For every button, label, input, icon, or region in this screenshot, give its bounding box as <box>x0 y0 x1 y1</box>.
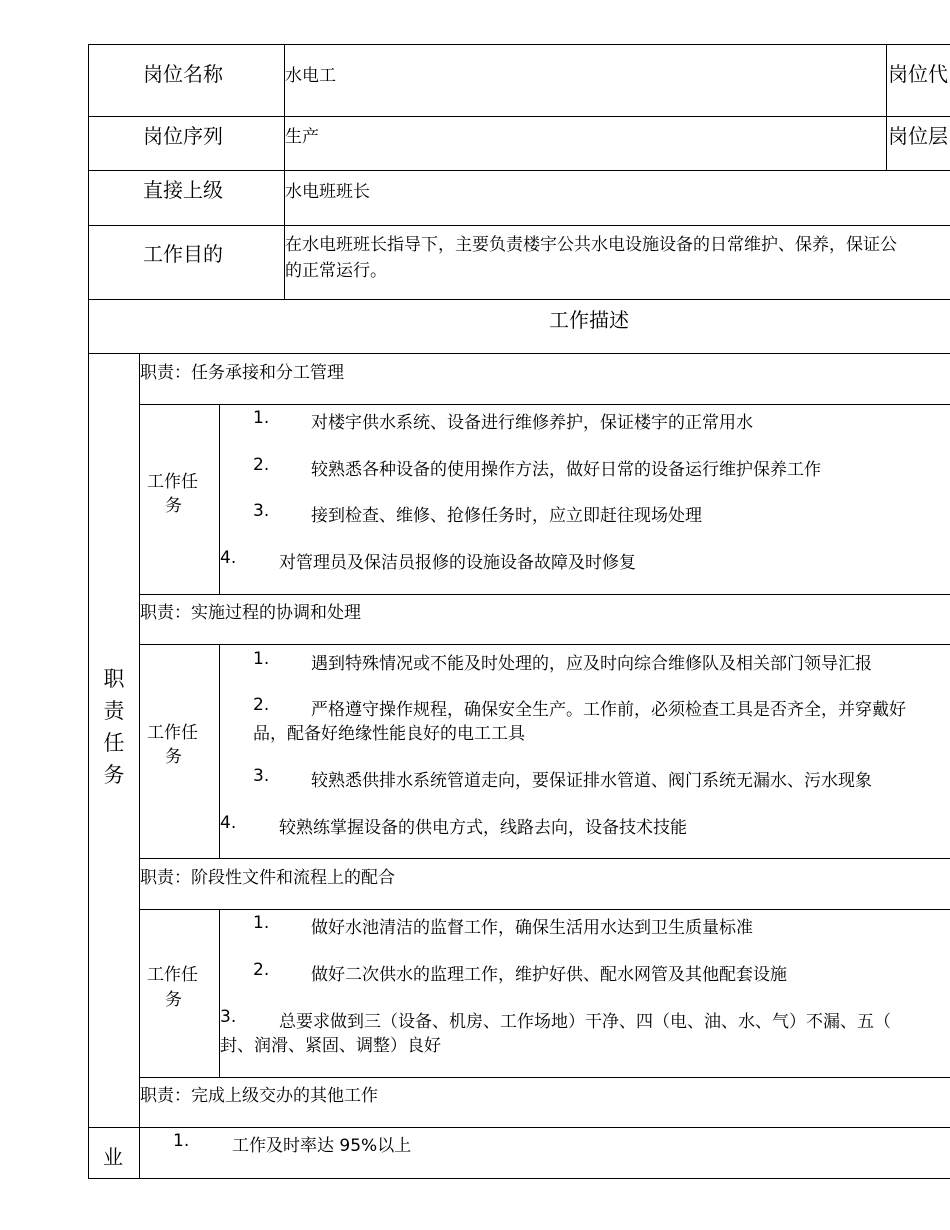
task-label-line1: 工作任 <box>147 723 198 743</box>
task-number: 4. <box>220 813 237 833</box>
direct-superior-label: 直接上级 <box>143 178 223 202</box>
task-number: 1. <box>253 649 270 669</box>
task-text: 较熟练掌握设备的供电方式，线路去向，设备技术技能 <box>279 818 687 838</box>
task-label-line1: 工作任 <box>147 472 198 492</box>
task-text-continued: 封、润滑、紧固、调整）良好 <box>220 1036 441 1056</box>
task-number: 1. <box>253 408 270 428</box>
task-number: 1. <box>253 913 270 933</box>
duty-title: 职责：实施过程的协调和处理 <box>140 603 361 623</box>
duty-title: 职责：任务承接和分工管理 <box>140 363 344 383</box>
performance-item-number: 1. <box>173 1131 190 1151</box>
position-sequence-value: 生产 <box>285 127 319 147</box>
work-purpose-value-line1: 在水电班班长指导下，主要负责楼宇公共水电设施设备的日常维护、保养，保证公 <box>285 235 897 255</box>
task-number: 3. <box>253 766 270 786</box>
work-purpose-label: 工作目的 <box>143 242 223 266</box>
task-number: 3. <box>253 501 270 521</box>
task-text: 严格遵守操作规程，确保安全生产。工作前，必须检查工具是否齐全，并穿戴好 <box>311 700 906 720</box>
performance-label: 业 <box>103 1145 123 1169</box>
task-text: 接到检查、维修、抢修任务时，应立即赶往现场处理 <box>311 506 702 526</box>
position-name-value: 水电工 <box>285 66 336 86</box>
duties-label-char: 务 <box>103 763 125 787</box>
task-text: 较熟悉供排水系统管道走向，要保证排水管道、阀门系统无漏水、污水现象 <box>311 771 872 791</box>
duties-label-char: 责 <box>103 699 125 723</box>
duties-label-char: 职 <box>103 667 125 691</box>
task-text: 较熟悉各种设备的使用操作方法，做好日常的设备运行维护保养工作 <box>311 460 821 480</box>
task-text: 做好水池清洁的监督工作，确保生活用水达到卫生质量标准 <box>311 918 753 938</box>
duties-label-char: 任 <box>103 731 125 755</box>
task-number: 2. <box>253 695 270 715</box>
section-title: 工作描述 <box>549 308 629 332</box>
task-number: 4. <box>220 548 237 568</box>
position-sequence-label: 岗位序列 <box>143 124 223 148</box>
position-name-label: 岗位名称 <box>143 62 223 86</box>
work-purpose-value-line2: 的正常运行。 <box>285 261 387 281</box>
position-code-label: 岗位代 <box>888 62 948 86</box>
task-text: 总要求做到三（设备、机房、工作场地）干净、四（电、油、水、气）不漏、五（ <box>279 1012 891 1032</box>
task-number: 2. <box>253 960 270 980</box>
direct-superior-value: 水电班班长 <box>285 182 370 202</box>
task-number: 3. <box>220 1007 237 1027</box>
duty-title: 职责：完成上级交办的其他工作 <box>140 1086 378 1106</box>
task-label-line2: 务 <box>165 496 182 516</box>
task-text: 做好二次供水的监理工作，维护好供、配水网管及其他配套设施 <box>311 965 787 985</box>
task-text: 遇到特殊情况或不能及时处理的，应及时向综合维修队及相关部门领导汇报 <box>311 654 872 674</box>
task-label-line1: 工作任 <box>147 965 198 985</box>
task-number: 2. <box>253 455 270 475</box>
task-text: 对楼宇供水系统、设备进行维修养护，保证楼宇的正常用水 <box>311 413 753 433</box>
duty-title: 职责：阶段性文件和流程上的配合 <box>140 868 395 888</box>
position-level-label: 岗位层 <box>888 124 948 148</box>
task-label-line2: 务 <box>165 990 182 1010</box>
task-text-continued: 品，配备好绝缘性能良好的电工工具 <box>253 724 525 744</box>
task-label-line2: 务 <box>165 747 182 767</box>
performance-item-text: 工作及时率达 95%以上 <box>232 1136 412 1156</box>
task-text: 对管理员及保洁员报修的设施设备故障及时修复 <box>279 553 636 573</box>
